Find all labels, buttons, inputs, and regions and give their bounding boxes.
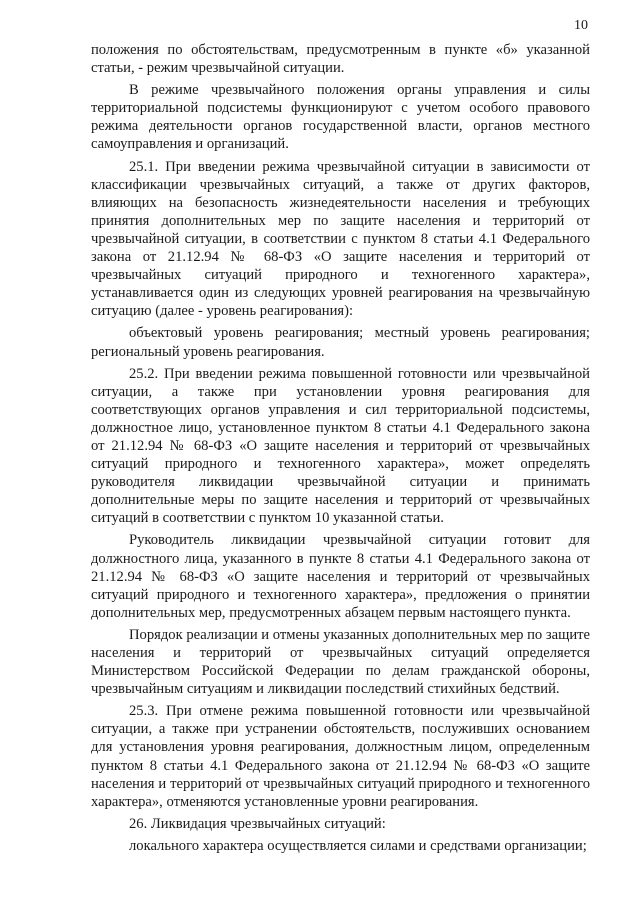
paragraph: 25.2. При введении режима повышенной готовности или чрезвычайной ситуации, а также при установлении уровня реагирования для соответствующих органов управления и сил территориальной подсистемы, должностное лицо, установленное пунктом 8 статьи 4.1 Федерального закона от 21.12.94 № 68-ФЗ «О защите населения и территорий от чрезвычайных ситуаций природного и техногенного характера», может определять руководителя ликвидации чрезвычайной ситуации и принимать дополнительные меры по защите населения и территорий от чрезвычайных ситуаций в соответствии с пунктом 10 указанной статьи.	[91, 365, 590, 527]
paragraph: Руководитель ликвидации чрезвычайной ситуации готовит для должностного лица, указанного в пункте 8 статьи 4.1 Федерального закона от 21.12.94 № 68-ФЗ «О защите населения и территорий от чрезвычайных ситуаций природного и техногенного характера», предложения о принятии дополнительных мер, предусмотренных абзацем первым настоящего пункта.	[91, 532, 590, 621]
paragraph: В режиме чрезвычайного положения органы управления и силы территориальной подсистемы функционируют с учетом особого правового режима деятельности органов государственной власти, органов местного самоуправления и организаций.	[91, 82, 590, 153]
document-body	[91, 41, 590, 859]
paragraph: объектовый уровень реагирования; местный уровень реагирования; региональный уровень реагирования.	[91, 325, 590, 360]
paragraph: 25.3. При отмене режима повышенной готовности или чрезвычайной ситуации, а также при устранении обстоятельств, послуживших основанием для установления уровня реагирования, должностным лицом, определенным пунктом 8 статьи 4.1 Федерального закона от 21.12.94 № 68-ФЗ «О защите населения и территорий от чрезвычайных ситуаций природного и техногенного характера», отменяются установленные уровни реагирования.	[91, 703, 590, 810]
paragraph: положения по обстоятельствам, предусмотренным в пункте «б» указанной статьи, - режим чрезвычайной ситуации.	[91, 42, 590, 77]
paragraph: Порядок реализации и отмены указанных дополнительных мер по защите населения и территорий от чрезвычайных ситуаций определяется Министерством Российской Федерации по делам гражданской обороны, чрезвычайным ситуациям и ликвидации последствий стихийных бедствий.	[91, 626, 590, 698]
paragraph: локального характера осуществляется силами и средствами организации;	[129, 837, 587, 854]
page-number: 10	[574, 18, 588, 33]
paragraph: 26. Ликвидация чрезвычайных ситуаций:	[129, 815, 386, 832]
paragraph: 25.1. При введении режима чрезвычайной ситуации в зависимости от классификации чрезвычайных ситуаций, а также от других факторов, влияющих на безопасность жизнедеятельности населения и требующих принятия дополнительных мер по защите населения и территорий от чрезвычайной ситуации, в соответствии с пунктом 8 статьи 4.1 Федерального закона от 21.12.94 № 68-ФЗ «О защите населения и территорий от чрезвычайных ситуаций природного и техногенного характера», устанавливается один из следующих уровней реагирования на чрезвычайную ситуацию (далее - уровень реагирования):	[91, 158, 590, 320]
